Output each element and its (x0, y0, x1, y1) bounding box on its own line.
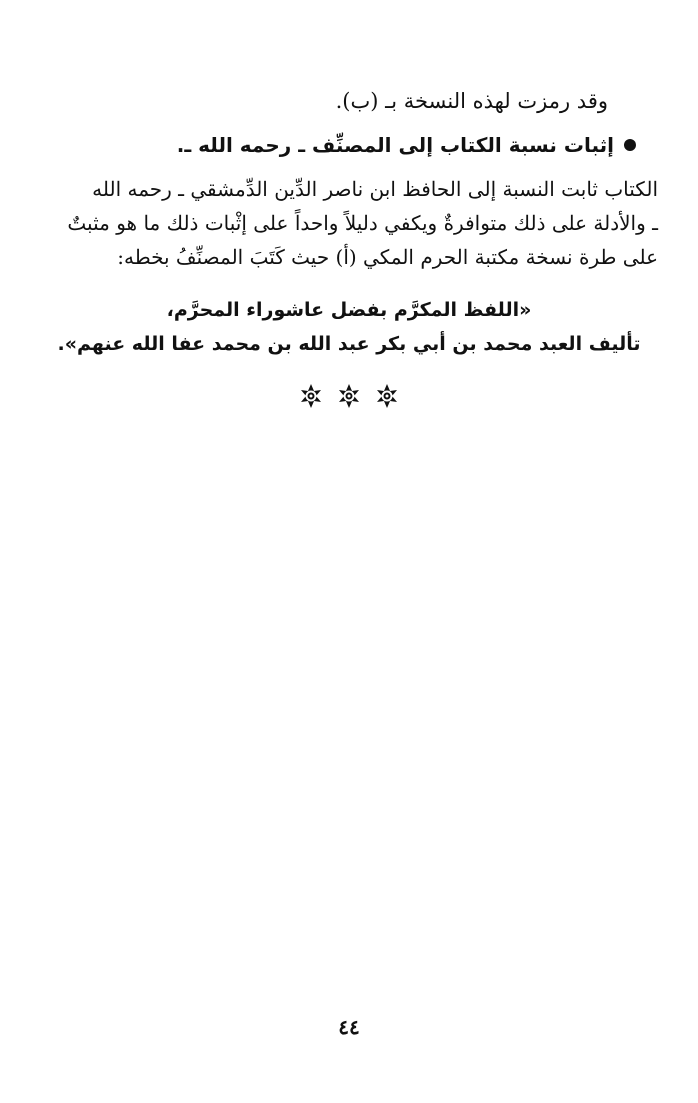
paragraph-line: ـ والأدلة على ذلك متوافرةٌ ويكفي دليلاً واحداً على إثْبات ذلك ما هو مثبتٌ (67, 211, 658, 235)
flower-ornament-icon (337, 384, 361, 408)
section-heading (177, 130, 636, 160)
paragraph-line: الكتاب ثابت النسبة إلى الحافظ ابن ناصر الدِّين الدِّمشقي ـ رحمه الله (92, 177, 658, 201)
section-heading-text: إثبات نسبة الكتاب إلى المصنِّف ـ رحمه الله ـ. (176, 133, 614, 157)
intro-line: وقد رمزت لهذه النسخة بـ (ب). (335, 89, 608, 113)
quote-line-author: تأليف العبد محمد بن أبي بكر عبد الله بن محمد عفا الله عنهم». (57, 333, 641, 355)
flower-ornament-icon (299, 384, 323, 408)
body-paragraph (40, 172, 658, 274)
section-divider-ornaments (0, 384, 698, 408)
quote-line-title: «اللفظ المكرَّم بفضل عاشوراء المحرَّم، (166, 299, 532, 321)
page-number: ٤٤ (338, 1015, 360, 1039)
paragraph-line: على طرة نسخة مكتبة الحرم المكي (أ) حيث كَتَبَ المصنِّفُ بخطه: (117, 245, 658, 269)
flower-ornament-icon (375, 384, 399, 408)
bullet-icon (624, 139, 636, 151)
